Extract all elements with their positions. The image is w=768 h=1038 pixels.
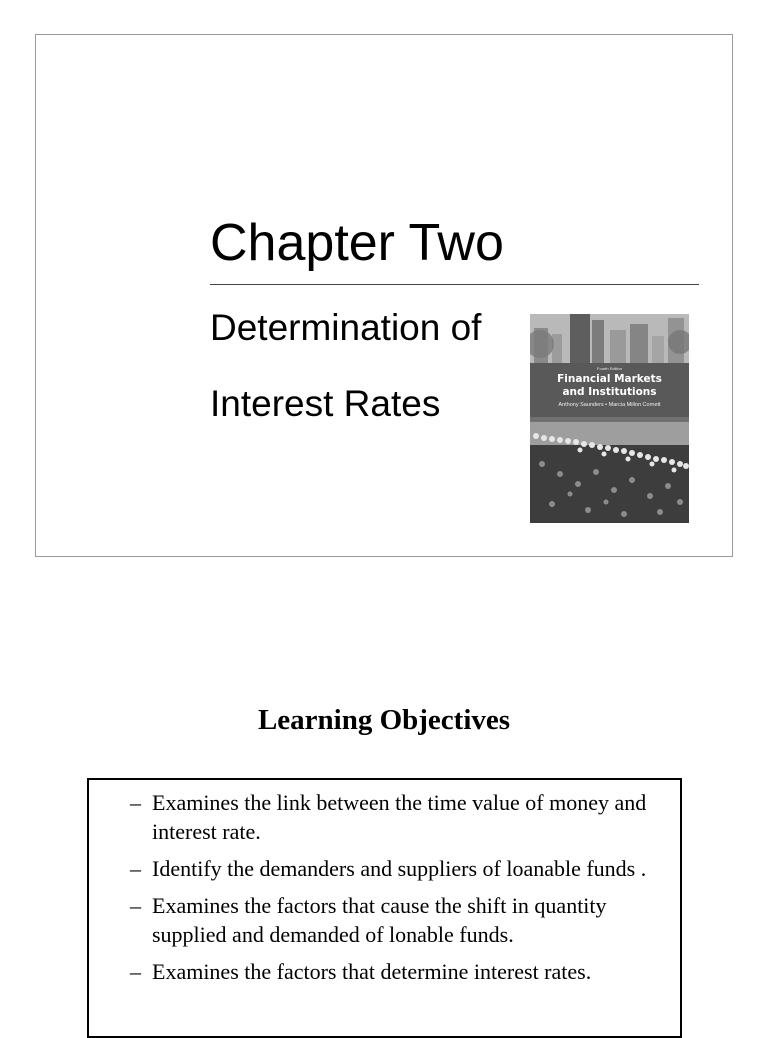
subtitle-line-1: Determination of [210, 307, 482, 348]
objective-item [130, 854, 675, 883]
bullet-dash: – [130, 893, 141, 918]
book-cover-title-line-2: and Institutions [562, 385, 657, 398]
book-cover-artwork [530, 314, 689, 523]
bullet-dash: – [130, 959, 141, 984]
book-cover-title [530, 373, 689, 398]
objective-text: Examines the factors that cause the shift in quantity supplied and demanded of lonable funds. [152, 893, 607, 947]
bullet-dash: – [130, 856, 141, 881]
objective-item [130, 957, 675, 986]
title-slide [35, 34, 733, 557]
objective-item [130, 788, 675, 846]
learning-objectives-heading: Learning Objectives [257, 704, 511, 736]
objective-text: Identify the demanders and suppliers of loanable funds . [152, 856, 647, 881]
objectives-box [87, 778, 682, 1038]
chapter-title: Chapter Two [210, 214, 504, 272]
title-divider [210, 284, 699, 285]
objectives-list [130, 788, 675, 994]
book-cover-edition: Fourth Edition [597, 366, 622, 371]
objective-text: Examines the factors that determine interest rates. [152, 959, 592, 984]
bullet-dash: – [130, 790, 141, 815]
book-cover-title-line-1: Financial Markets [557, 373, 662, 385]
objective-text: Examines the link between the time value of money and interest rate. [152, 790, 647, 844]
book-cover-image [530, 314, 689, 523]
subtitle-line-2: Interest Rates [210, 383, 441, 424]
book-cover-authors: Anthony Saunders • Marcia Millon Cornett [558, 402, 661, 408]
objective-item [130, 891, 675, 949]
